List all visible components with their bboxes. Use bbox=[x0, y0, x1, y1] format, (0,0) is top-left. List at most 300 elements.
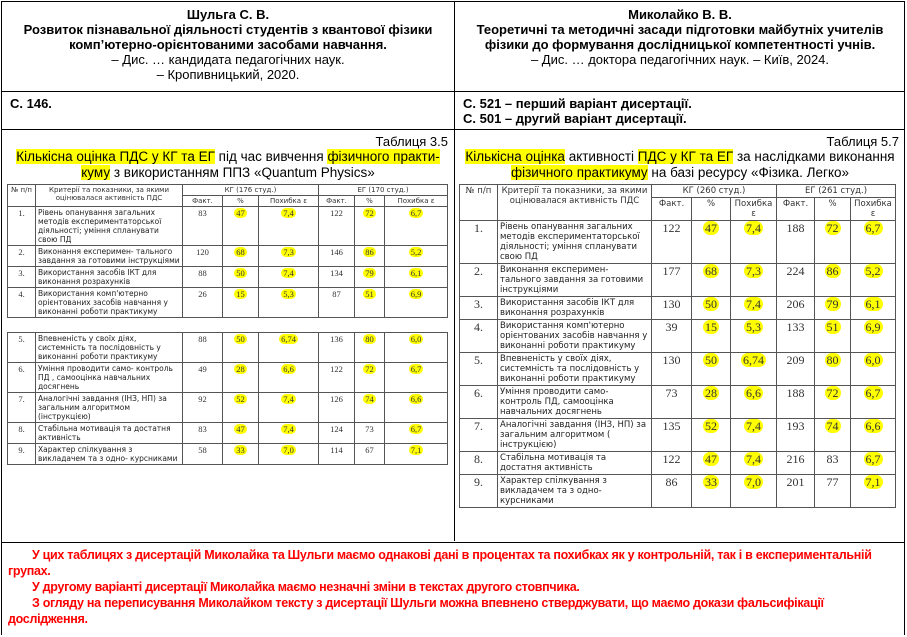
eg-fact-cell bbox=[319, 363, 355, 393]
eg-error-cell bbox=[851, 297, 896, 320]
eg-percent: 73 bbox=[365, 424, 374, 434]
kg-fact-cell bbox=[183, 207, 223, 246]
right-table bbox=[459, 184, 896, 508]
kg-percent-cell bbox=[692, 353, 731, 386]
eg-percent: 83 bbox=[826, 452, 839, 466]
left-title-line2: комп’ютерно-орієнтованими засобами навчання. bbox=[69, 37, 387, 52]
kg-fact: 135 bbox=[662, 419, 681, 433]
row-number-cell bbox=[8, 393, 36, 423]
kg-fact-cell bbox=[652, 297, 692, 320]
eg-error-cell bbox=[385, 267, 448, 288]
kg-error-cell bbox=[259, 246, 319, 267]
kg-fact: 58 bbox=[198, 445, 207, 455]
eg-fact-cell bbox=[319, 333, 355, 363]
kg-error: 7,3 bbox=[746, 264, 761, 278]
kg-error: 7,4 bbox=[283, 424, 294, 434]
row-number-cell bbox=[460, 320, 498, 353]
eg-error-cell bbox=[385, 423, 448, 444]
kg-percent-cell bbox=[223, 363, 259, 393]
eg-percent: 86 bbox=[365, 247, 374, 257]
kg-error-cell bbox=[259, 267, 319, 288]
row-number-cell bbox=[460, 297, 498, 320]
row-number: 5. bbox=[474, 353, 483, 367]
kg-error-cell bbox=[731, 353, 777, 386]
eg-fact-cell bbox=[319, 393, 355, 423]
criterion: Аналогічні завдання (ІНЗ, НП) за загальним алгоритмом (інструкцією) bbox=[38, 394, 167, 421]
criterion-cell bbox=[36, 288, 183, 318]
row-number-cell bbox=[8, 333, 36, 363]
header-num: № п/п bbox=[460, 185, 498, 221]
header-fact: Факт. bbox=[319, 196, 355, 207]
criterion-cell bbox=[36, 333, 183, 363]
eg-fact-cell bbox=[777, 320, 815, 353]
eg-percent-cell bbox=[355, 207, 385, 246]
eg-fact-cell bbox=[777, 419, 815, 452]
eg-fact-cell bbox=[319, 423, 355, 444]
kg-percent: 47 bbox=[236, 424, 245, 434]
kg-error-cell bbox=[731, 386, 777, 419]
eg-fact-cell bbox=[777, 221, 815, 264]
criterion-cell bbox=[36, 267, 183, 288]
kg-error: 7,0 bbox=[746, 475, 761, 489]
header-num: № п/п bbox=[8, 185, 36, 207]
row-number-cell bbox=[460, 452, 498, 475]
right-tables-wrap bbox=[455, 181, 905, 508]
kg-error-cell bbox=[731, 452, 777, 475]
kg-fact-cell bbox=[652, 475, 692, 508]
eg-percent: 74 bbox=[826, 419, 839, 433]
criterion-cell bbox=[498, 320, 652, 353]
eg-percent-cell bbox=[815, 419, 851, 452]
conclusion-paragraph-2: У другому варіанті дисертації Миколайка маємо незначні зміни в текстах другого стовпчика. bbox=[32, 580, 580, 594]
row-number: 4. bbox=[474, 320, 483, 334]
left-table-number: Таблиця 3.5 bbox=[375, 134, 448, 149]
left-table-part1 bbox=[7, 184, 448, 318]
criterion-cell bbox=[498, 386, 652, 419]
kg-error-cell bbox=[259, 393, 319, 423]
row-number-cell bbox=[460, 264, 498, 297]
kg-fact-cell bbox=[183, 363, 223, 393]
right-pub-line1: – Дис. … доктора педагогічних наук. – Київ, 2024. bbox=[530, 52, 830, 67]
kg-percent-cell bbox=[223, 207, 259, 246]
kg-fact-cell bbox=[652, 320, 692, 353]
eg-fact-cell bbox=[319, 288, 355, 318]
eg-error: 6,1 bbox=[865, 297, 881, 311]
eg-fact-cell bbox=[319, 444, 355, 465]
header-err: Похибка ε bbox=[851, 198, 896, 221]
kg-fact: 88 bbox=[198, 268, 207, 278]
row-number: 8. bbox=[18, 424, 25, 434]
table-row bbox=[8, 444, 448, 465]
eg-percent-cell bbox=[815, 264, 851, 297]
kg-percent-cell bbox=[692, 264, 731, 297]
eg-percent: 51 bbox=[365, 289, 374, 299]
left-tables-wrap bbox=[2, 181, 454, 465]
criterion-cell bbox=[36, 423, 183, 444]
eg-error: 6,7 bbox=[410, 208, 422, 218]
right-pages bbox=[455, 92, 905, 130]
criterion: Використання засобів ІКТ для виконання розрахунків bbox=[38, 268, 157, 286]
eg-percent-cell bbox=[355, 393, 385, 423]
table-row bbox=[460, 297, 896, 320]
eg-percent: 72 bbox=[365, 364, 374, 374]
caption-text: під час вивчення bbox=[214, 149, 328, 164]
kg-percent-cell bbox=[223, 333, 259, 363]
row-number-cell bbox=[8, 288, 36, 318]
eg-percent-cell bbox=[355, 444, 385, 465]
row-number: 6. bbox=[474, 386, 483, 400]
eg-fact: 133 bbox=[786, 320, 805, 334]
caption-highlight: фізичного практикуму bbox=[510, 165, 648, 180]
row-number: 3. bbox=[474, 297, 483, 311]
criterion: Уміння проводити само-контроль ПД, самооцінка навчальних досягнень bbox=[500, 387, 614, 417]
header-kg: КГ (176 студ.) bbox=[183, 185, 319, 196]
table-row bbox=[460, 452, 896, 475]
kg-fact-cell bbox=[652, 221, 692, 264]
table-row bbox=[460, 221, 896, 264]
kg-error: 5,3 bbox=[746, 320, 761, 334]
left-title-line1: Розвиток пізнавальної діяльності студентів з квантової фізики bbox=[23, 22, 433, 37]
caption-text: з використанням ППЗ «Quantum Physics» bbox=[110, 165, 375, 180]
eg-percent-cell bbox=[815, 452, 851, 475]
kg-percent-cell bbox=[223, 444, 259, 465]
table-row bbox=[8, 267, 448, 288]
kg-percent-cell bbox=[692, 320, 731, 353]
table-row bbox=[460, 419, 896, 452]
criterion-cell bbox=[498, 264, 652, 297]
kg-percent-cell bbox=[692, 297, 731, 320]
kg-percent: 28 bbox=[705, 386, 717, 400]
kg-error-cell bbox=[731, 221, 777, 264]
eg-error-cell bbox=[851, 475, 896, 508]
kg-percent: 50 bbox=[705, 297, 717, 311]
kg-fact: 122 bbox=[662, 221, 681, 235]
row-number-cell bbox=[8, 207, 36, 246]
caption-text: на базі ресурсу «Фізика. Легко» bbox=[647, 165, 850, 180]
kg-fact: 26 bbox=[198, 289, 207, 299]
right-column bbox=[454, 2, 905, 541]
eg-percent: 67 bbox=[365, 445, 374, 455]
eg-fact-cell bbox=[777, 264, 815, 297]
kg-percent-cell bbox=[223, 423, 259, 444]
kg-error: 7,4 bbox=[746, 221, 761, 235]
kg-error: 7,3 bbox=[283, 247, 294, 257]
kg-percent: 33 bbox=[236, 445, 245, 455]
eg-fact: 87 bbox=[332, 289, 341, 299]
row-number-cell bbox=[460, 475, 498, 508]
row-number: 2. bbox=[18, 247, 25, 257]
eg-error: 6,0 bbox=[865, 353, 881, 367]
criterion-cell bbox=[36, 363, 183, 393]
row-number: 1. bbox=[18, 208, 25, 218]
eg-error: 6,6 bbox=[410, 394, 422, 404]
header-eg: ЕГ (261 студ.) bbox=[777, 185, 896, 198]
kg-percent: 52 bbox=[236, 394, 245, 404]
table-row bbox=[460, 475, 896, 508]
kg-percent: 47 bbox=[705, 452, 717, 466]
kg-percent: 50 bbox=[705, 353, 717, 367]
criterion: Впевненість у своїх діях, системність та послідовність у виконанні роботи практикуму bbox=[38, 334, 161, 361]
kg-fact-cell bbox=[183, 393, 223, 423]
header-pct: % bbox=[692, 198, 731, 221]
eg-percent-cell bbox=[355, 333, 385, 363]
eg-percent-cell bbox=[355, 246, 385, 267]
left-page-ref: С. 146. bbox=[10, 96, 52, 111]
row-number-cell bbox=[460, 419, 498, 452]
eg-error: 6,9 bbox=[410, 289, 422, 299]
right-source bbox=[455, 2, 905, 92]
kg-fact: 122 bbox=[662, 452, 681, 466]
caption-text: за наслідками виконання bbox=[733, 149, 895, 164]
kg-percent-cell bbox=[692, 386, 731, 419]
kg-error: 5,3 bbox=[283, 289, 294, 299]
header-eg: ЕГ (170 студ.) bbox=[319, 185, 448, 196]
eg-percent: 79 bbox=[826, 297, 839, 311]
eg-error: 6,7 bbox=[865, 386, 881, 400]
left-source bbox=[2, 2, 454, 92]
eg-error: 6,7 bbox=[410, 424, 422, 434]
right-page-ref-1: С. 521 – перший варіант дисертації. bbox=[463, 96, 692, 111]
criterion: Характер спілкування з викладачем та з одно- курсниками bbox=[38, 445, 178, 463]
eg-error: 7,1 bbox=[410, 445, 422, 455]
right-page-ref-2: С. 501 – другий варіант дисертації. bbox=[463, 111, 687, 126]
eg-fact-cell bbox=[777, 386, 815, 419]
kg-error-cell bbox=[731, 320, 777, 353]
table-row bbox=[8, 363, 448, 393]
eg-error-cell bbox=[851, 264, 896, 297]
eg-error-cell bbox=[385, 393, 448, 423]
eg-percent: 77 bbox=[826, 475, 839, 489]
criterion-cell bbox=[498, 221, 652, 264]
table-row bbox=[8, 246, 448, 267]
eg-percent: 86 bbox=[826, 264, 839, 278]
criterion-cell bbox=[498, 353, 652, 386]
kg-error: 7,4 bbox=[746, 297, 761, 311]
kg-fact-cell bbox=[652, 419, 692, 452]
eg-error: 6,7 bbox=[865, 452, 881, 466]
eg-fact-cell bbox=[319, 267, 355, 288]
kg-error-cell bbox=[259, 444, 319, 465]
criterion-cell bbox=[498, 419, 652, 452]
eg-fact: 201 bbox=[786, 475, 805, 489]
kg-percent: 50 bbox=[236, 334, 245, 344]
left-table-part2 bbox=[7, 332, 448, 465]
criterion: Стабільна мотивація та достатня активність bbox=[500, 453, 607, 473]
eg-percent-cell bbox=[815, 320, 851, 353]
criterion: Впевненість у своїх діях, системність та послідовність у виконанні роботи практикуму bbox=[500, 354, 640, 384]
right-title-line2: фізики до формування дослідницької компетентності учнів. bbox=[484, 37, 876, 52]
left-table-zone bbox=[2, 130, 454, 541]
eg-error-cell bbox=[385, 288, 448, 318]
kg-fact-cell bbox=[652, 264, 692, 297]
kg-fact: 120 bbox=[196, 247, 209, 257]
conclusion-paragraph-3: З огляду на переписування Миколайком тексту з дисертації Шульги можна впевнено стверджувати, що маємо докази фальсифікації дослідження. bbox=[8, 596, 824, 626]
kg-error: 7,4 bbox=[283, 208, 294, 218]
eg-percent-cell bbox=[355, 423, 385, 444]
caption-text: активності bbox=[564, 149, 638, 164]
eg-fact-cell bbox=[777, 475, 815, 508]
caption-highlight: Кількісна оцінка bbox=[465, 149, 565, 164]
kg-percent-cell bbox=[223, 246, 259, 267]
table-row bbox=[8, 288, 448, 318]
row-number-cell bbox=[460, 386, 498, 419]
eg-error: 6,0 bbox=[410, 334, 422, 344]
kg-error-cell bbox=[731, 475, 777, 508]
eg-fact: 209 bbox=[786, 353, 805, 367]
kg-fact-cell bbox=[652, 452, 692, 475]
criterion: Характер спілкування з викладачем та з одно-курсниками bbox=[500, 476, 607, 506]
kg-percent: 68 bbox=[236, 247, 245, 257]
kg-percent: 68 bbox=[705, 264, 717, 278]
eg-error-cell bbox=[851, 353, 896, 386]
left-table-caption bbox=[2, 149, 454, 181]
caption-highlight: ПДС у КГ та ЕГ bbox=[637, 149, 734, 164]
kg-fact: 83 bbox=[198, 424, 207, 434]
left-pub-line1: – Дис. … кандидата педагогічних наук. bbox=[111, 52, 345, 67]
kg-error-cell bbox=[731, 297, 777, 320]
criterion: Виконання експеримен-тального завдання за готовими інструкціями bbox=[500, 265, 644, 295]
kg-error-cell bbox=[259, 288, 319, 318]
eg-error: 5,2 bbox=[410, 247, 422, 257]
eg-fact: 122 bbox=[330, 208, 343, 218]
criterion-cell bbox=[498, 452, 652, 475]
kg-percent-cell bbox=[223, 393, 259, 423]
right-table-zone bbox=[455, 130, 905, 541]
table-row bbox=[460, 353, 896, 386]
kg-fact: 49 bbox=[198, 364, 207, 374]
header-err: Похибка ε bbox=[385, 196, 448, 207]
eg-error: 6,7 bbox=[410, 364, 422, 374]
kg-fact-cell bbox=[183, 267, 223, 288]
eg-error-cell bbox=[385, 246, 448, 267]
kg-error: 6,74 bbox=[743, 353, 764, 367]
eg-error-cell bbox=[385, 444, 448, 465]
header-fact: Факт. bbox=[652, 198, 692, 221]
header-pct: % bbox=[815, 198, 851, 221]
kg-fact-cell bbox=[652, 386, 692, 419]
row-number-cell bbox=[8, 363, 36, 393]
kg-fact: 130 bbox=[662, 353, 681, 367]
table-row bbox=[460, 386, 896, 419]
kg-error: 7,4 bbox=[746, 452, 761, 466]
header-err: Похибка ε bbox=[731, 198, 777, 221]
eg-percent: 72 bbox=[826, 221, 839, 235]
eg-fact: 224 bbox=[786, 264, 805, 278]
eg-error-cell bbox=[851, 452, 896, 475]
eg-percent-cell bbox=[815, 475, 851, 508]
kg-error: 7,4 bbox=[283, 394, 294, 404]
row-number-cell bbox=[460, 353, 498, 386]
kg-error: 7,0 bbox=[283, 445, 294, 455]
kg-fact-cell bbox=[652, 353, 692, 386]
left-pub-line2: – Кропивницький, 2020. bbox=[156, 67, 300, 82]
right-title-line1: Теоретичні та методичні засади підготовки майбутніх учителів bbox=[476, 22, 884, 37]
kg-percent: 50 bbox=[236, 268, 245, 278]
eg-percent-cell bbox=[815, 221, 851, 264]
row-number: 4. bbox=[18, 289, 25, 299]
row-number: 9. bbox=[18, 445, 25, 455]
kg-fact-cell bbox=[183, 288, 223, 318]
kg-percent-cell bbox=[692, 221, 731, 264]
caption-highlight: куму bbox=[81, 165, 111, 180]
row-number: 2. bbox=[474, 264, 483, 278]
eg-percent: 72 bbox=[365, 208, 374, 218]
kg-percent: 28 bbox=[236, 364, 245, 374]
eg-fact: 126 bbox=[330, 394, 343, 404]
kg-percent-cell bbox=[692, 419, 731, 452]
kg-percent: 33 bbox=[705, 475, 717, 489]
kg-percent: 52 bbox=[705, 419, 717, 433]
eg-error-cell bbox=[385, 333, 448, 363]
criterion: Рівень опанування загальних методів експериментаторської діяльності; уміння спланувати свою ПД bbox=[38, 208, 162, 244]
eg-percent: 74 bbox=[365, 394, 374, 404]
eg-percent: 80 bbox=[826, 353, 839, 367]
eg-fact: 206 bbox=[786, 297, 805, 311]
kg-fact-cell bbox=[183, 423, 223, 444]
row-number: 6. bbox=[18, 364, 25, 374]
table-row bbox=[8, 333, 448, 363]
criterion-cell bbox=[498, 297, 652, 320]
row-number: 8. bbox=[474, 452, 483, 466]
table-row bbox=[460, 264, 896, 297]
eg-percent-cell bbox=[815, 386, 851, 419]
kg-percent: 15 bbox=[236, 289, 245, 299]
row-number: 1. bbox=[474, 221, 483, 235]
eg-fact-cell bbox=[777, 297, 815, 320]
eg-percent-cell bbox=[355, 363, 385, 393]
criterion: Виконання експеримен- тального завдання за готовими інструкціями bbox=[38, 247, 180, 265]
kg-error: 7,4 bbox=[746, 419, 761, 433]
eg-error: 6,6 bbox=[865, 419, 881, 433]
eg-percent-cell bbox=[355, 288, 385, 318]
eg-percent: 79 bbox=[365, 268, 374, 278]
eg-error: 6,7 bbox=[865, 221, 881, 235]
kg-fact: 39 bbox=[665, 320, 678, 334]
header-err: Похибка ε bbox=[259, 196, 319, 207]
comparison-page bbox=[1, 1, 905, 635]
eg-fact: 114 bbox=[330, 445, 343, 455]
kg-fact: 88 bbox=[198, 334, 207, 344]
criterion-cell bbox=[498, 475, 652, 508]
eg-fact-cell bbox=[777, 452, 815, 475]
eg-error-cell bbox=[851, 221, 896, 264]
eg-error: 7,1 bbox=[865, 475, 881, 489]
eg-error: 6,9 bbox=[865, 320, 881, 334]
eg-fact: 188 bbox=[786, 221, 805, 235]
eg-error-cell bbox=[385, 363, 448, 393]
eg-fact: 146 bbox=[330, 247, 343, 257]
eg-error-cell bbox=[851, 419, 896, 452]
caption-highlight: фізичного практи- bbox=[327, 149, 440, 164]
row-number: 9. bbox=[474, 475, 483, 489]
kg-error: 7,4 bbox=[283, 268, 294, 278]
criterion: Стабільна мотивація та достатня активність bbox=[38, 424, 171, 442]
kg-error: 6,74 bbox=[281, 334, 296, 344]
eg-fact: 136 bbox=[330, 334, 343, 344]
header-fact: Факт. bbox=[183, 196, 223, 207]
table-row bbox=[8, 423, 448, 444]
row-number-cell bbox=[8, 246, 36, 267]
header-criteria: Критерії та показники, за якими оцінювалася активність ПДС bbox=[498, 185, 652, 221]
eg-fact: 124 bbox=[330, 424, 343, 434]
eg-percent: 51 bbox=[826, 320, 839, 334]
table-row bbox=[8, 207, 448, 246]
criterion: Рівень опанування загальних методів експериментаторської діяльності; уміння спланувати свою ПД bbox=[500, 222, 640, 262]
kg-percent-cell bbox=[223, 267, 259, 288]
eg-percent-cell bbox=[815, 297, 851, 320]
conclusion-block bbox=[2, 542, 904, 635]
header-criteria: Критерії та показники, за якими оцінювалася активність ПДС bbox=[36, 185, 183, 207]
